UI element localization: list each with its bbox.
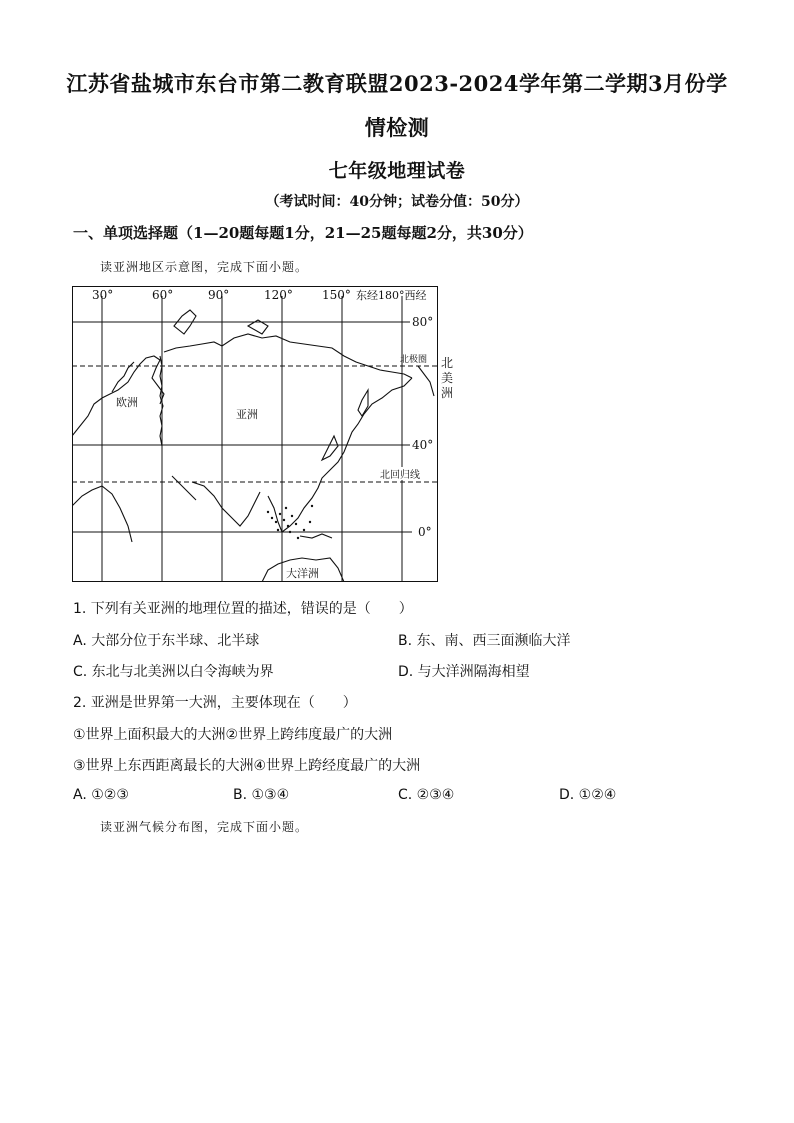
lon-label-30: 30° <box>92 288 114 302</box>
lon-label-180: 东经180°西经 <box>356 289 427 302</box>
question-2-option-a[interactable]: A. ①②③ <box>73 787 129 803</box>
question-1-option-a[interactable]: A. 大部分位于东半球、北半球 <box>73 633 260 649</box>
lon-label-150: 150° <box>322 288 351 302</box>
lon-label-60: 60° <box>152 288 174 302</box>
question-1-option-d[interactable]: D. 与大洋洲隔海相望 <box>398 664 530 680</box>
exam-subject-title: 七年级地理试卷 <box>328 160 466 182</box>
lat-label-0: 0° <box>418 525 432 539</box>
question-2-stem: 2. 亚洲是世界第一大洲，主要体现在（ ） <box>73 695 357 711</box>
north-america-vertical-label: 北 美 洲 <box>440 356 453 400</box>
question-1-option-b[interactable]: B. 东、南、西三面濒临大洋 <box>398 633 571 649</box>
lon-label-90: 90° <box>208 288 230 302</box>
map-intro-text: 读亚洲地区示意图，完成下面小题。 <box>100 260 309 274</box>
question-2-statement-1: ①世界上面积最大的大洲②世界上跨纬度最广的大洲 <box>73 727 393 743</box>
question-1-option-c[interactable]: C. 东北与北美洲以白令海峡为界 <box>73 664 274 680</box>
question-2-option-d[interactable]: D. ①②④ <box>559 787 617 803</box>
question-2-option-b[interactable]: B. ①③④ <box>233 787 290 803</box>
climate-intro-text: 读亚洲气候分布图，完成下面小题。 <box>100 820 309 834</box>
question-2-option-c[interactable]: C. ②③④ <box>398 787 455 803</box>
lon-label-120: 120° <box>264 288 293 302</box>
lat-label-40: 40° <box>412 438 434 452</box>
exam-info: （考试时间：40分钟；试卷分值：50分） <box>265 194 529 210</box>
oceania-label: 大洋洲 <box>286 567 319 580</box>
europe-label: 欧洲 <box>116 396 138 409</box>
lat-label-80: 80° <box>412 315 434 329</box>
section-heading: 一、单项选择题（1—20题每题1分，21—25题每题2分，共30分） <box>73 224 533 242</box>
tropic-label: 北回归线 <box>380 470 420 481</box>
question-2-statement-2: ③世界上东西距离最长的大洲④世界上跨经度最广的大洲 <box>73 758 421 774</box>
asia-label: 亚洲 <box>236 408 258 421</box>
arctic-circle-label: 北极圈 <box>400 355 428 365</box>
asia-map <box>72 286 438 582</box>
question-1-stem: 1. 下列有关亚洲的地理位置的描述，错误的是（ ） <box>73 601 413 617</box>
exam-title-line1: 江苏省盐城市东台市第二教育联盟2023-2024学年第二学期3月份学 <box>66 71 728 96</box>
exam-title-line2: 情检测 <box>364 115 430 140</box>
